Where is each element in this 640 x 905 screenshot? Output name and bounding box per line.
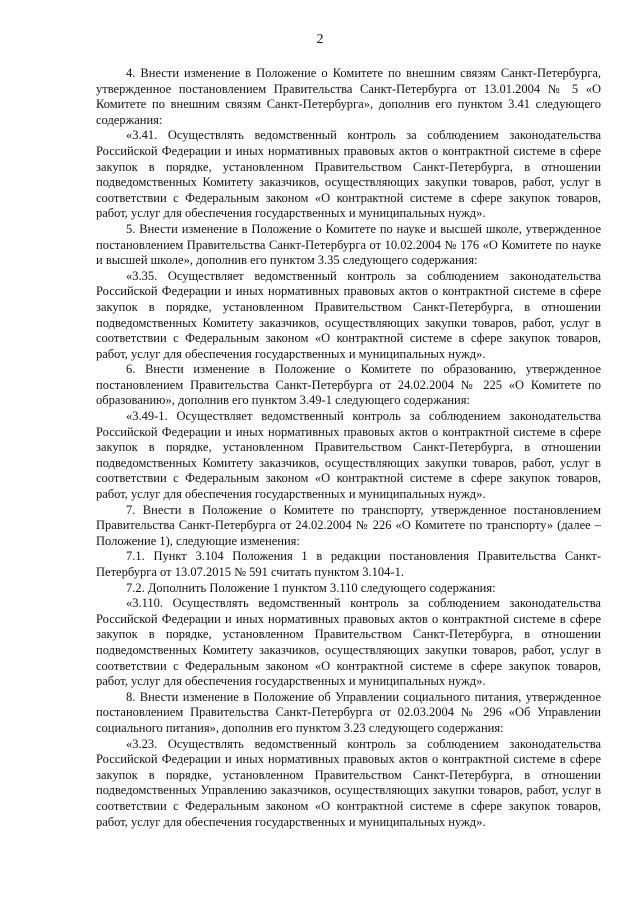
page-number: 2 [316, 32, 324, 47]
paragraph-item-8: 8. Внести изменение в Положение об Управлении социального питания, утвержденное постановлением Правительства Санкт-Петербурга от 02.03.2004 № 296 «Об Управлении социального питания», дополнив его пунктом 3.23 следующего содержания: [96, 689, 601, 735]
paragraph-clause-3-49-1: «3.49-1. Осуществляет ведомственный контроль за соблюдением законодательства Российской Федерации и иных нормативных правовых актов о контрактной системе в сфере закупок в порядке, установленном Правительством Санкт-Петербурга, в отношении подведомственных Комитету заказчиков, осуществляющих закупки товаров, работ, услуг в соответствии с Федеральным законом «О контрактной системе в сфере закупок товаров, работ, услуг для обеспечения государственных и муниципальных нужд». [96, 409, 601, 502]
paragraph-clause-3-110: «3.110. Осуществлять ведомственный контроль за соблюдением законодательства Российской Федерации и иных нормативных правовых актов о контрактной системе в сфере закупок в порядке, установленном Правительством Санкт-Петербурга, в отношении подведомственных Комитету заказчиков, осуществляющих закупки товаров, работ, услуг в соответствии с Федеральным законом «О контрактной системе в сфере закупок товаров, работ, услуг для обеспечения государственных и муниципальных нужд». [96, 596, 601, 689]
paragraph-item-5: 5. Внести изменение в Положение о Комитете по науке и высшей школе, утвержденное постановлением Правительства Санкт-Петербурга от 10.02.2004 № 176 «О Комитете по науке и высшей школе», дополнив его пунктом 3.35 следующего содержания: [96, 221, 601, 268]
paragraph-item-7: 7. Внести в Положение о Комитете по транспорту, утвержденное постановлением Правительства Санкт-Петербурга от 24.02.2004 № 226 «О Комитете по транспорту» (далее – Положение 1), следующие изменения: [96, 502, 601, 548]
paragraph-clause-3-23: «3.23. Осуществлять ведомственный контроль за соблюдением законодательства Российской Федерации и иных нормативных правовых актов о контрактной системе в сфере закупок в порядке, установленном Правительством Санкт-Петербурга, в отношении подведомственных Управлению заказчиков, осуществляющих закупки товаров, работ, услуг в соответствии с Федеральным законом «О контрактной системе в сфере закупок товаров, работ, услуг для обеспечения государственных и муниципальных нужд». [96, 736, 601, 829]
document-body [96, 66, 601, 830]
paragraph-item-7-1: 7.1. Пункт 3.104 Положения 1 в редакции постановления Правительства Санкт-Петербурга от 13.07.2015 № 591 считать пунктом 3.104-1. [96, 549, 601, 579]
paragraph-clause-3-41: «3.41. Осуществлять ведомственный контроль за соблюдением законодательства Российской Федерации и иных нормативных правовых актов о контрактной системе в сфере закупок в порядке, установленном Правительством Санкт-Петербурга, в отношении подведомственных Комитету заказчиков, осуществляющих закупки товаров, работ, услуг в соответствии с Федеральным законом «О контрактной системе в сфере закупок товаров, работ, услуг для обеспечения государственных и муниципальных нужд». [96, 128, 601, 221]
paragraph-item-7-2: 7.2. Дополнить Положение 1 пунктом 3.110 следующего содержания: [126, 580, 496, 595]
paragraph-item-4: 4. Внести изменение в Положение о Комитете по внешним связям Санкт-Петербурга, утвержденное постановлением Правительства Санкт-Петербурга от 13.01.2004 № 5 «О Комитете по внешним связям Санкт-Петербурга», дополнив его пунктом 3.41 следующего содержания: [96, 66, 601, 127]
paragraph-item-6: 6. Внести изменение в Положение о Комитете по образованию, утвержденное постановлением Правительства Санкт-Петербурга от 24.02.2004 № 225 «О Комитете по образованию», дополнив его пунктом 3.49-1 следующего содержания: [96, 362, 601, 408]
paragraph-clause-3-35: «3.35. Осуществляет ведомственный контроль за соблюдением законодательства Российской Федерации и иных нормативных правовых актов о контрактной системе в сфере закупок в порядке, установленном Правительством Санкт-Петербурга, в отношении подведомственных Комитету заказчиков, осуществляющих закупки товаров, работ, услуг в соответствии с Федеральным законом «О контрактной системе в сфере закупок товаров, работ, услуг для обеспечения государственных и муниципальных нужд». [96, 268, 601, 361]
